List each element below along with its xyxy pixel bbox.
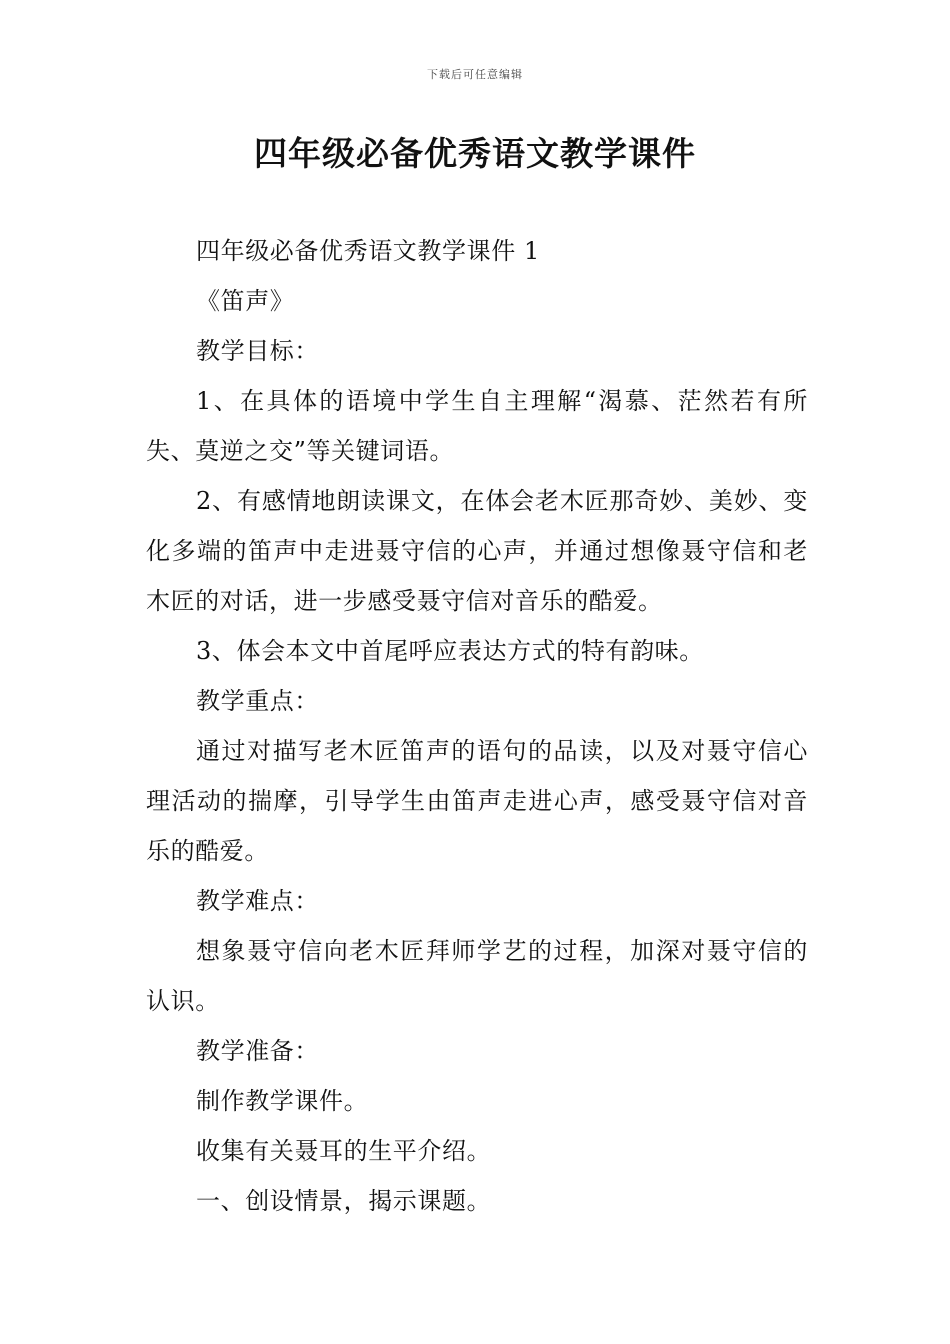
section-heading-preparation: 教学准备： [196, 1037, 319, 1065]
section-heading-difficulties: 教学难点： [196, 887, 319, 915]
document-body [146, 226, 808, 1226]
section-heading-step-1: 一、创设情景，揭示课题。 [196, 1187, 492, 1215]
text-title: 《笛声》 [196, 287, 295, 315]
key-points-text: 通过对描写老木匠笛声的语句的品读，以及对聂守信心理活动的揣摩，引导学生由笛声走进心声，感受聂守信对音乐的酷爱。 [146, 737, 808, 865]
objective-3: 3、体会本文中首尾呼应表达方式的特有韵味。 [196, 637, 704, 665]
objective-2: 2、有感情地朗读课文，在体会老木匠那奇妙、美妙、变化多端的笛声中走进聂守信的心声，并通过想像聂守信和老木匠的对话，进一步感受聂守信对音乐的酷爱。 [146, 487, 808, 615]
preparation-item-1: 制作教学课件。 [196, 1087, 369, 1115]
section-heading-key-points: 教学重点： [196, 687, 319, 715]
difficulties-text: 想象聂守信向老木匠拜师学艺的过程，加深对聂守信的认识。 [146, 937, 808, 1015]
preparation-item-2: 收集有关聂耳的生平介绍。 [196, 1137, 492, 1165]
header-note: 下载后可任意编辑 [427, 68, 523, 81]
document-title: 四年级必备优秀语文教学课件 [254, 134, 696, 173]
objective-1: 1、在具体的语境中学生自主理解“渴慕、茫然若有所失、莫逆之交”等关键词语。 [146, 387, 808, 465]
lesson-heading: 四年级必备优秀语文教学课件 1 [196, 237, 540, 265]
section-heading-objectives: 教学目标： [196, 337, 319, 365]
